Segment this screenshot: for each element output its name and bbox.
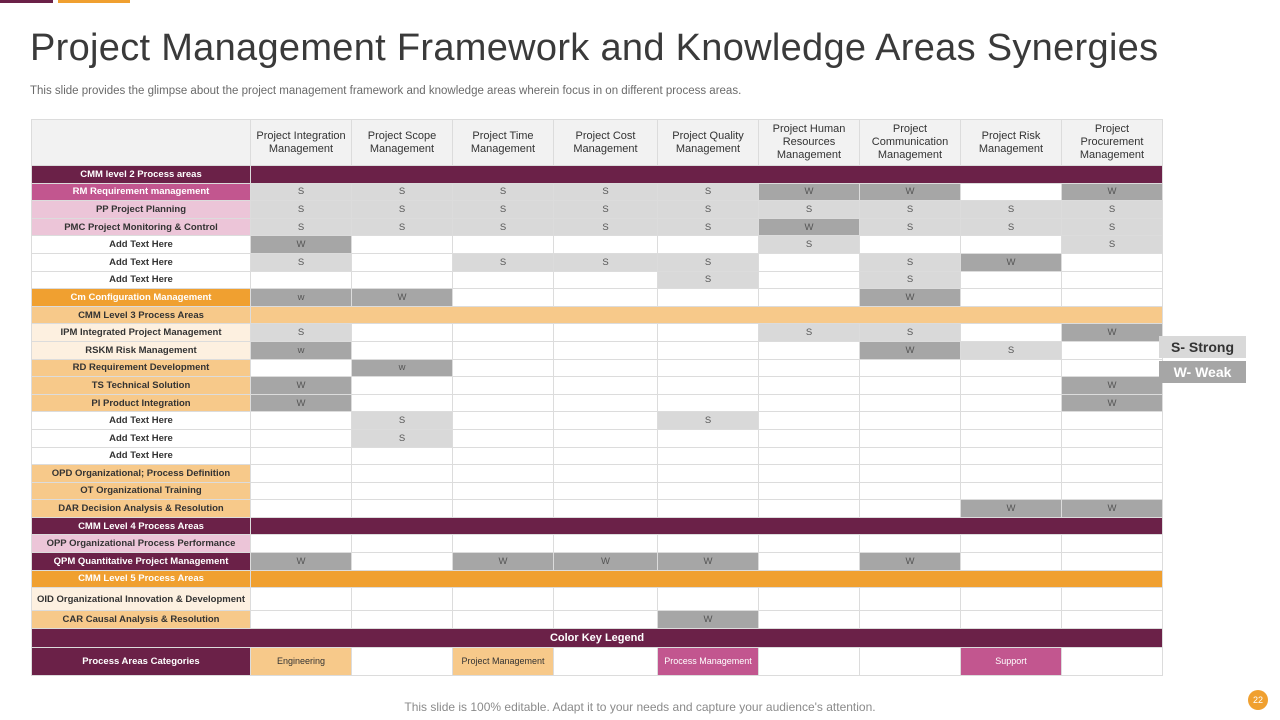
empty-cell	[453, 611, 554, 629]
empty-cell	[759, 447, 860, 465]
empty-cell	[961, 289, 1062, 307]
empty-cell	[1062, 447, 1163, 465]
empty-cell	[554, 588, 658, 611]
column-header: Project Time Management	[453, 120, 554, 166]
strong-cell: S	[554, 218, 658, 236]
empty-cell	[961, 465, 1062, 483]
page-subtitle: This slide provides the glimpse about the project management framework and knowledge areas wherein focus in on different process areas.	[30, 85, 742, 97]
empty-cell	[658, 359, 759, 377]
empty-cell	[453, 341, 554, 359]
weak-cell: W	[1062, 377, 1163, 395]
row-label: Add Text Here	[32, 236, 251, 254]
empty-cell	[554, 324, 658, 342]
empty-cell	[759, 289, 860, 307]
table-row	[32, 500, 1163, 518]
empty-cell	[352, 447, 453, 465]
page-title: Project Management Framework and Knowledge Areas Synergies	[30, 27, 1159, 69]
strong-cell: S	[1062, 201, 1163, 219]
empty-cell	[453, 377, 554, 395]
weak-cell: W	[1062, 394, 1163, 412]
empty-cell	[961, 236, 1062, 254]
table-row	[32, 253, 1163, 271]
column-header: Project Integration Management	[251, 120, 352, 166]
table-row	[32, 341, 1163, 359]
empty-cell	[352, 535, 453, 553]
strong-cell: S	[352, 201, 453, 219]
weak-cell: W	[860, 289, 961, 307]
page-number-badge: 22	[1248, 690, 1268, 710]
weak-cell: W	[554, 553, 658, 571]
column-header: Project Procurement Management	[1062, 120, 1163, 166]
empty-cell	[352, 324, 453, 342]
table-row	[32, 447, 1163, 465]
empty-cell	[759, 341, 860, 359]
row-label: DAR Decision Analysis & Resolution	[32, 500, 251, 518]
footer-note: This slide is 100% editable. Adapt it to your needs and capture your audience's attention.	[404, 700, 876, 714]
table-row	[32, 412, 1163, 430]
empty-cell	[554, 535, 658, 553]
weak-cell: W	[658, 611, 759, 629]
column-header: Project Cost Management	[554, 120, 658, 166]
strong-cell: S	[453, 253, 554, 271]
empty-cell	[961, 429, 1062, 447]
strong-cell: S	[860, 218, 961, 236]
empty-cell	[1062, 553, 1163, 571]
section-fill	[251, 570, 1163, 588]
table-row	[32, 465, 1163, 483]
empty-cell	[453, 412, 554, 430]
empty-cell	[961, 183, 1062, 201]
empty-cell	[554, 377, 658, 395]
empty-cell	[961, 412, 1062, 430]
empty-cell	[961, 394, 1062, 412]
empty-cell	[453, 465, 554, 483]
strong-cell: S	[453, 183, 554, 201]
empty-cell	[554, 465, 658, 483]
empty-cell	[1062, 482, 1163, 500]
empty-cell	[860, 359, 961, 377]
legend-blank	[352, 647, 453, 675]
empty-cell	[352, 553, 453, 571]
empty-cell	[1062, 465, 1163, 483]
weak-cell: W	[1062, 500, 1163, 518]
strong-cell: S	[352, 429, 453, 447]
row-label: CAR Causal Analysis & Resolution	[32, 611, 251, 629]
table-row	[32, 377, 1163, 395]
weak-cell: W	[961, 500, 1062, 518]
section-fill	[251, 306, 1163, 324]
empty-cell	[453, 236, 554, 254]
weak-cell: W	[961, 253, 1062, 271]
row-label: RSKM Risk Management	[32, 341, 251, 359]
strong-cell: S	[860, 253, 961, 271]
weak-cell: W	[251, 553, 352, 571]
weak-cell: W	[860, 183, 961, 201]
row-label: Cm Configuration Management	[32, 289, 251, 307]
empty-cell	[860, 535, 961, 553]
empty-cell	[251, 359, 352, 377]
row-label: Add Text Here	[32, 412, 251, 430]
section-row	[32, 570, 1163, 588]
empty-cell	[1062, 289, 1163, 307]
empty-cell	[860, 236, 961, 254]
table-row	[32, 271, 1163, 289]
empty-cell	[1062, 412, 1163, 430]
legend-blank	[860, 647, 961, 675]
legend-title: Color Key Legend	[32, 628, 1163, 647]
empty-cell	[658, 429, 759, 447]
table-row	[32, 236, 1163, 254]
legend-blank	[1062, 647, 1163, 675]
table-row	[32, 359, 1163, 377]
table-row	[32, 183, 1163, 201]
empty-cell	[554, 500, 658, 518]
empty-cell	[961, 482, 1062, 500]
empty-cell	[251, 465, 352, 483]
empty-cell	[352, 271, 453, 289]
empty-cell	[352, 588, 453, 611]
empty-cell	[251, 482, 352, 500]
empty-cell	[251, 429, 352, 447]
empty-cell	[1062, 535, 1163, 553]
empty-cell	[759, 482, 860, 500]
strong-cell: S	[251, 183, 352, 201]
empty-cell	[860, 611, 961, 629]
key-strong-label: S- Strong	[1159, 336, 1246, 358]
key-weak-label: W- Weak	[1159, 361, 1246, 383]
section-row	[32, 517, 1163, 535]
empty-cell	[554, 482, 658, 500]
empty-cell	[759, 588, 860, 611]
empty-cell	[759, 271, 860, 289]
empty-cell	[352, 611, 453, 629]
strong-cell: S	[251, 218, 352, 236]
weak-cell: w	[352, 359, 453, 377]
section-label: CMM Level 4 Process Areas	[32, 517, 251, 535]
strong-cell: S	[251, 253, 352, 271]
empty-cell	[453, 588, 554, 611]
empty-cell	[961, 359, 1062, 377]
accent-bar-plum	[0, 0, 53, 3]
row-label: Add Text Here	[32, 429, 251, 447]
column-header: Project Risk Management	[961, 120, 1062, 166]
section-fill	[251, 517, 1163, 535]
weak-cell: W	[251, 394, 352, 412]
empty-cell	[658, 324, 759, 342]
table-row	[32, 429, 1163, 447]
empty-cell	[759, 535, 860, 553]
empty-cell	[658, 236, 759, 254]
accent-bar-orange	[58, 0, 130, 3]
empty-cell	[554, 611, 658, 629]
empty-cell	[352, 253, 453, 271]
table-row	[32, 289, 1163, 307]
empty-cell	[759, 359, 860, 377]
empty-cell	[658, 535, 759, 553]
row-label: OID Organizational Innovation & Development	[32, 588, 251, 611]
table-row	[32, 201, 1163, 219]
synergy-matrix	[31, 119, 1163, 676]
strong-cell: S	[554, 201, 658, 219]
empty-cell	[860, 412, 961, 430]
legend-blank	[554, 647, 658, 675]
row-label: TS Technical Solution	[32, 377, 251, 395]
section-row	[32, 166, 1163, 184]
empty-cell	[961, 611, 1062, 629]
empty-cell	[352, 394, 453, 412]
empty-cell	[352, 236, 453, 254]
legend-project-management: Project Management	[453, 647, 554, 675]
row-label: Add Text Here	[32, 253, 251, 271]
strong-cell: S	[961, 218, 1062, 236]
row-label: PP Project Planning	[32, 201, 251, 219]
empty-cell	[251, 500, 352, 518]
weak-cell: W	[251, 377, 352, 395]
empty-cell	[658, 465, 759, 483]
row-label: OPD Organizational; Process Definition	[32, 465, 251, 483]
table-row	[32, 535, 1163, 553]
empty-cell	[453, 359, 554, 377]
empty-cell	[251, 611, 352, 629]
empty-cell	[961, 324, 1062, 342]
empty-cell	[554, 429, 658, 447]
header-corner	[32, 120, 251, 166]
empty-cell	[658, 447, 759, 465]
empty-cell	[554, 412, 658, 430]
strong-cell: S	[453, 218, 554, 236]
strong-cell: S	[251, 324, 352, 342]
empty-cell	[554, 236, 658, 254]
strong-cell: S	[759, 236, 860, 254]
empty-cell	[860, 394, 961, 412]
empty-cell	[453, 482, 554, 500]
empty-cell	[759, 377, 860, 395]
legend-body	[32, 628, 1163, 675]
empty-cell	[658, 341, 759, 359]
legend-process-management: Process Management	[658, 647, 759, 675]
empty-cell	[658, 482, 759, 500]
strong-cell: S	[554, 183, 658, 201]
empty-cell	[453, 500, 554, 518]
empty-cell	[554, 447, 658, 465]
empty-cell	[1062, 588, 1163, 611]
empty-cell	[251, 447, 352, 465]
empty-cell	[1062, 611, 1163, 629]
empty-cell	[453, 289, 554, 307]
weak-cell: W	[860, 341, 961, 359]
empty-cell	[1062, 271, 1163, 289]
empty-cell	[860, 429, 961, 447]
strong-cell: S	[658, 412, 759, 430]
empty-cell	[554, 359, 658, 377]
empty-cell	[453, 447, 554, 465]
empty-cell	[1062, 253, 1163, 271]
empty-cell	[759, 465, 860, 483]
strong-cell: S	[658, 201, 759, 219]
strong-cell: S	[961, 201, 1062, 219]
weak-cell: W	[658, 553, 759, 571]
row-label: OT Organizational Training	[32, 482, 251, 500]
empty-cell	[961, 447, 1062, 465]
strong-cell: S	[860, 201, 961, 219]
strong-cell: S	[860, 271, 961, 289]
empty-cell	[1062, 429, 1163, 447]
empty-cell	[554, 289, 658, 307]
column-header: Project Human Resources Management	[759, 120, 860, 166]
row-label: RD Requirement Development	[32, 359, 251, 377]
strong-cell: S	[658, 183, 759, 201]
empty-cell	[453, 394, 554, 412]
strong-cell: S	[352, 183, 453, 201]
row-label: IPM Integrated Project Management	[32, 324, 251, 342]
empty-cell	[453, 271, 554, 289]
empty-cell	[759, 253, 860, 271]
empty-cell	[961, 271, 1062, 289]
strong-cell: S	[961, 341, 1062, 359]
table-row	[32, 218, 1163, 236]
strong-cell: S	[759, 201, 860, 219]
empty-cell	[554, 394, 658, 412]
section-label: CMM level 2 Process areas	[32, 166, 251, 184]
row-label: QPM Quantitative Project Management	[32, 553, 251, 571]
empty-cell	[352, 377, 453, 395]
matrix-body	[32, 166, 1163, 629]
empty-cell	[860, 377, 961, 395]
strong-cell: S	[352, 218, 453, 236]
empty-cell	[554, 341, 658, 359]
row-label: RM Requirement management	[32, 183, 251, 201]
table-row	[32, 482, 1163, 500]
empty-cell	[1062, 341, 1163, 359]
header-row	[32, 120, 1163, 166]
empty-cell	[759, 429, 860, 447]
empty-cell	[554, 271, 658, 289]
strong-cell: S	[860, 324, 961, 342]
weak-cell: W	[860, 553, 961, 571]
row-label: Add Text Here	[32, 447, 251, 465]
legend-blank	[759, 647, 860, 675]
empty-cell	[860, 447, 961, 465]
legend-row-label: Process Areas Categories	[32, 647, 251, 675]
weak-cell: W	[251, 236, 352, 254]
column-header: Project Scope Management	[352, 120, 453, 166]
table-row	[32, 611, 1163, 629]
strong-cell: S	[658, 271, 759, 289]
column-header: Project Quality Management	[658, 120, 759, 166]
row-label: PI Product Integration	[32, 394, 251, 412]
empty-cell	[453, 429, 554, 447]
empty-cell	[759, 412, 860, 430]
strong-cell: S	[453, 201, 554, 219]
empty-cell	[759, 611, 860, 629]
section-label: CMM Level 5 Process Areas	[32, 570, 251, 588]
empty-cell	[961, 588, 1062, 611]
weak-cell: w	[251, 289, 352, 307]
table-row	[32, 394, 1163, 412]
empty-cell	[352, 482, 453, 500]
legend-engineering: Engineering	[251, 647, 352, 675]
empty-cell	[453, 535, 554, 553]
strong-cell: S	[554, 253, 658, 271]
weak-cell: W	[352, 289, 453, 307]
empty-cell	[759, 394, 860, 412]
empty-cell	[251, 271, 352, 289]
column-header: Project Communication Management	[860, 120, 961, 166]
legend-support: Support	[961, 647, 1062, 675]
empty-cell	[1062, 359, 1163, 377]
empty-cell	[961, 377, 1062, 395]
table-row	[32, 324, 1163, 342]
empty-cell	[860, 588, 961, 611]
row-label: PMC Project Monitoring & Control	[32, 218, 251, 236]
strong-cell: S	[1062, 236, 1163, 254]
table-row	[32, 553, 1163, 571]
empty-cell	[352, 341, 453, 359]
empty-cell	[961, 553, 1062, 571]
section-fill	[251, 166, 1163, 184]
section-label: CMM Level 3 Process Areas	[32, 306, 251, 324]
row-label: Add Text Here	[32, 271, 251, 289]
strong-cell: S	[658, 218, 759, 236]
strong-cell: S	[251, 201, 352, 219]
empty-cell	[352, 500, 453, 518]
weak-cell: W	[453, 553, 554, 571]
empty-cell	[658, 377, 759, 395]
strong-cell: S	[759, 324, 860, 342]
strong-cell: S	[658, 253, 759, 271]
empty-cell	[658, 588, 759, 611]
weak-cell: W	[1062, 183, 1163, 201]
empty-cell	[860, 500, 961, 518]
section-row	[32, 306, 1163, 324]
empty-cell	[759, 500, 860, 518]
row-label: OPP Organizational Process Performance	[32, 535, 251, 553]
empty-cell	[352, 465, 453, 483]
empty-cell	[759, 553, 860, 571]
empty-cell	[251, 535, 352, 553]
empty-cell	[658, 500, 759, 518]
weak-cell: W	[759, 183, 860, 201]
empty-cell	[961, 535, 1062, 553]
weak-cell: W	[759, 218, 860, 236]
empty-cell	[860, 465, 961, 483]
empty-cell	[251, 588, 352, 611]
strong-cell: S	[352, 412, 453, 430]
weak-cell: W	[1062, 324, 1163, 342]
strong-cell: S	[1062, 218, 1163, 236]
table-row	[32, 588, 1163, 611]
empty-cell	[251, 412, 352, 430]
empty-cell	[860, 482, 961, 500]
empty-cell	[453, 324, 554, 342]
empty-cell	[658, 394, 759, 412]
empty-cell	[658, 289, 759, 307]
weak-cell: w	[251, 341, 352, 359]
